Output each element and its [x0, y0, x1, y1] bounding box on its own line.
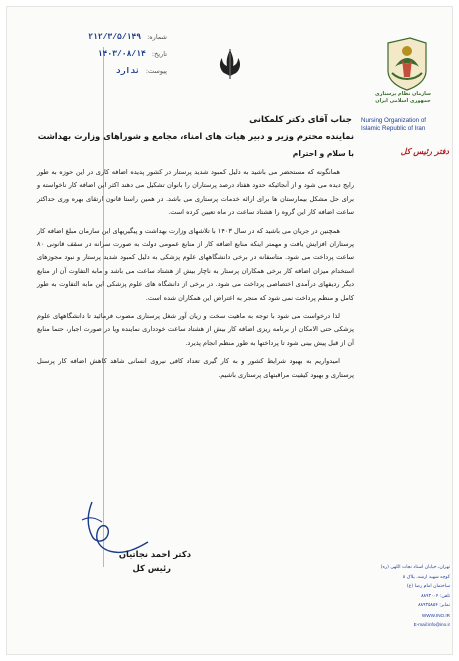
- paragraph-1: همانگونه که مستحضر می باشید به دلیل کمبود شدید پرستار در کشور پدیده اضافه کاری در این حوزه به طور رایج دیده می شود و از آنجائیکه حدود هفتاد درصد پرستاران را بانوان تشکیل می دهند اکثر این اضافه کار ناخواسته و برای حل مشکل بیمارستان ها برای ارائه خدمات پرستاری می باشد. در همین راستا قانون ارتقای بهره وری حداکثر ساعت اضافه کار این گروه را هشتاد ساعت در ماه تعیین کرده است.: [37, 168, 354, 217]
- organization-logo-icon: [382, 37, 432, 91]
- website-link[interactable]: WWW.INO.IR: [421, 612, 450, 618]
- greeting: با سلام و احترام: [292, 149, 354, 158]
- paragraph-3: لذا درخواست می شود با توجه به ماهیت سخت و زیان آور شغل پرستاری مصوب فرمائید تا دانشگاههای علوم پزشکی حتی الامکان از برنامه ریزی اضافه کار بیش از هشتاد ساعت خودداری نماینده ویا در صورت اجبار، حتما منابع آن از قبل پیش بینی شود تا پرداختها به طور منظم انجام پذیرد.: [37, 312, 354, 347]
- signer-title: رئیس کل: [132, 563, 171, 573]
- organization-name-fa: سازمان نظام پرستاری جمهوری اسلامی ایران: [375, 91, 431, 104]
- number-label: شماره:: [147, 33, 167, 41]
- letter-body: [37, 115, 354, 387]
- signer-name: دکتر احمد نجاتیان: [118, 549, 191, 559]
- address-line-3: ساختمان امام رضا (ع): [406, 584, 450, 589]
- organization-name-en: Nursing Organization of Islamic Republic of Iran: [361, 117, 427, 133]
- attachment-row: [27, 63, 167, 80]
- contact-info: [362, 563, 450, 630]
- fax: نمابر: ۸۸۹۳۵۸۵۴: [418, 603, 450, 608]
- address-line-1: تهران، خیابان استاد نجات اللهی (ره): [380, 565, 450, 570]
- letter-meta: [27, 29, 167, 80]
- attachment-value: ندارد: [115, 67, 140, 76]
- email-link[interactable]: E-mail:info@ino.ir: [413, 622, 450, 627]
- letter-page: [6, 6, 453, 655]
- date-row: [27, 46, 167, 63]
- phone: تلفن: ۸۸۹۳۰۰۴: [421, 593, 450, 599]
- office-title: دفتر رئیس کل: [400, 147, 449, 156]
- date-label: تاریخ:: [151, 50, 167, 58]
- attachment-label: پیوست:: [145, 67, 167, 75]
- signature-block: [71, 547, 191, 575]
- recipient-name: جناب آقای دکتر کلمکانی: [249, 115, 352, 125]
- paragraph-2: همچنین در جریان می باشید که در سال ۱۴۰۳ با تلاشهای وزارت بهداشت و پیگیریهای این سازمان مبلغ اضافه کار پرستاران افزایش یافت و مهمتر اینکه منابع اضافه کار از منابع عمومی دولت به صورت سرانه در سقف قانونی ۸۰ ساعت پرداخت می شود. متاسفانه در برخی دانشگاههای علوم پزشکی به دلیل کمبود شدید پرستار و نبود مجوزهای استخدام میزان اضافه کار برخی همکاران پرستار به ناچار بیش از هشتاد ساعت می باشد و مابه التفاوت آن از منابع دیگر ردیفهای درآمدی اختصاصی پرداخت می شود. در برخی از دانشگاه های علوم پزشکی این مابه التفاوت به طور کامل و منظم پرداخت نمی شود که منجر به اعتراض این همکاران شده است.: [37, 226, 354, 302]
- date-value: ۱۴۰۳/۰۸/۱۴: [97, 50, 146, 59]
- paragraph-4: امیدواریم به بهبود شرایط کشور و به کار گیری تعداد کافی نیروی انسانی شاهد کاهش اضافه کار پرسنل پرستاری و بهبود کیفیت مراقبتهای پرستاری باشیم.: [37, 357, 354, 379]
- address-line-2: کوچه شهید ارشد، پلاک ۸: [402, 574, 450, 580]
- number-row: [27, 29, 167, 46]
- number-value: ۲۱۲/۳/۵/۱۴۹: [88, 33, 142, 42]
- recipient-title: نماینده محترم وزیر و دبیر هیات های امناء، مجامع و شوراهای وزارت بهداشت: [37, 131, 354, 141]
- emblem-icon: [215, 47, 245, 81]
